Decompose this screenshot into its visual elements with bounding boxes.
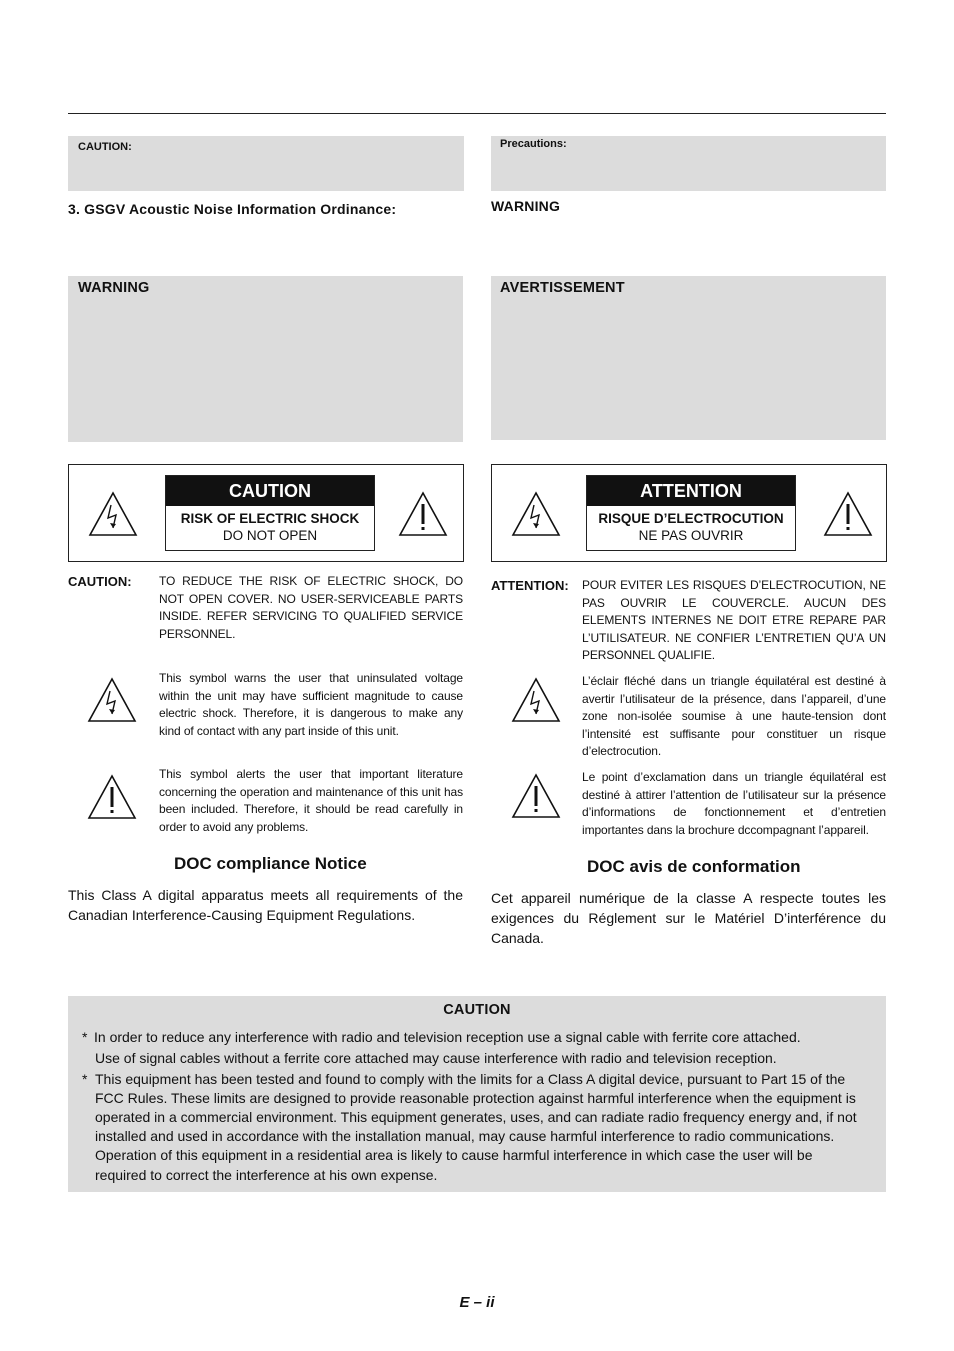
fcc-line: required to correct the interference at his own expense. [95, 1167, 438, 1183]
caution-text-fr: POUR EVITER LES RISQUES D’ELECTROCUTION, NE PAS OUVRIR LE COUVERCLE. AUCUN DES ELEMENTS INTERNES NE DOIT ETRE REPARE PAR L’UTILISATEUR. NE CONFIER L’ENTRETIEN QU’A UN PERSONNEL QUALIFIE. [582, 578, 886, 662]
fcc-line: FCC Rules. These limits are designed to provide reasonable protection against harmful interference when the equipment is [95, 1090, 856, 1106]
caution-box-label: CAUTION: [78, 141, 132, 153]
warning-box-left-label: WARNING [78, 280, 150, 296]
warning-box-right [491, 276, 886, 440]
attention-label-line2: NE PAS OUVRIR [638, 528, 744, 543]
exclamation-triangle-icon [398, 491, 448, 537]
fcc-line: In order to reduce any interference with radio and television reception use a signal cable with ferrite core attached. [94, 1029, 801, 1045]
attention-label-panel-fr [491, 464, 887, 562]
lightning-triangle-icon [87, 677, 137, 723]
exclamation-triangle-icon [511, 773, 561, 819]
fcc-line: This equipment has been tested and found to comply with the limits for a Class A digital device, pursuant to Part 15 of the [95, 1071, 846, 1087]
precautions-box [491, 136, 886, 191]
lightning-triangle-icon [88, 491, 138, 537]
lightning-triangle-icon [511, 677, 561, 723]
caution-label-panel-en [68, 464, 464, 562]
caution-box-top-left [68, 136, 464, 191]
exclamation-triangle-icon [823, 491, 873, 537]
fcc-line: installed and used in accordance with the installation manual, may cause harmful interference to radio communications. [95, 1128, 835, 1144]
caution-label-title: CAUTION [166, 476, 374, 506]
fcc-bullet: * [82, 1029, 88, 1045]
fcc-caution-box [68, 996, 886, 1192]
warning-box-left [68, 276, 463, 442]
exclamation-symbol-text-en: This symbol alerts the user that important literature concerning the operation and maintenance of this unit has been included. Therefore, it should be read carefully in order to avoid any problems. [159, 767, 463, 834]
fcc-line: Use of signal cables without a ferrite core attached may cause interference with radio and television reception. [95, 1050, 777, 1066]
doc-text-en: This Class A digital apparatus meets all requirements of the Canadian Interference-Causing Equipment Regulations. [68, 887, 463, 923]
gsgv-heading: 3. GSGV Acoustic Noise Information Ordinance: [68, 201, 397, 217]
attention-label-line1: RISQUE D’ELECTROCUTION [598, 511, 784, 526]
fcc-bullet: * [82, 1071, 88, 1087]
caution-label-line2: DO NOT OPEN [222, 528, 318, 543]
fcc-caution-title: CAUTION [443, 1002, 511, 1018]
caution-label-en [165, 475, 375, 551]
exclamation-symbol-text-fr: Le point d’exclamation dans un triangle équilatéral est destiné à attirer l’attention de l’utilisateur sur la présence d’informations de fonctionnement et d’entretien importantes dans la brochure dccompagnant l’appareil. [582, 770, 886, 837]
warning-box-right-label: AVERTISSEMENT [500, 280, 625, 296]
exclamation-triangle-icon [87, 774, 137, 820]
attention-label-fr-text: ATTENTION: [491, 578, 569, 593]
caution-label-line1: RISK OF ELECTRIC SHOCK [180, 511, 360, 526]
page-number: E – ii [459, 1294, 495, 1311]
attention-label-fr [586, 475, 796, 551]
warning-heading-right: WARNING [491, 198, 561, 214]
caution-label-en-text: CAUTION: [68, 574, 132, 589]
precautions-box-label: Precautions: [500, 138, 567, 150]
doc-text-fr: Cet appareil numérique de la classe A respecte toutes les exigences du Réglement sur le Matériel D’interférence du Canada. [491, 890, 886, 946]
doc-heading-fr: DOC avis de conformation [587, 857, 801, 876]
lightning-triangle-icon [511, 491, 561, 537]
caution-text-en: TO REDUCE THE RISK OF ELECTRIC SHOCK, DO NOT OPEN COVER. NO USER-SERVICEABLE PARTS INSIDE. REFER SERVICING TO QUALIFIED SERVICE PERSONNEL. [159, 574, 463, 641]
doc-heading-en: DOC compliance Notice [174, 854, 367, 873]
top-rule [68, 113, 886, 114]
attention-label-title: ATTENTION [587, 476, 795, 506]
bolt-symbol-text-en: This symbol warns the user that uninsulated voltage within the unit may have sufficient magnitude to cause electric shock. Therefore, it is dangerous to make any kind of contact with any part inside of this unit. [159, 671, 463, 738]
bolt-symbol-text-fr: L’éclair fléché dans un triangle équilatéral est destiné à avertir l’utilisateur de la présence, dans l’appareil, d’une zone non-isolée soumise à une haute-tension dont l’intensité est suffisante pour constituer un risque d’electrocution. [582, 674, 886, 758]
fcc-line: Operation of this equipment in a residential area is likely to cause harmful interference in which case the user will be [95, 1147, 813, 1163]
fcc-line: operated in a commercial environment. This equipment generates, uses, and can radiate radio frequency energy and, if not [95, 1109, 857, 1125]
